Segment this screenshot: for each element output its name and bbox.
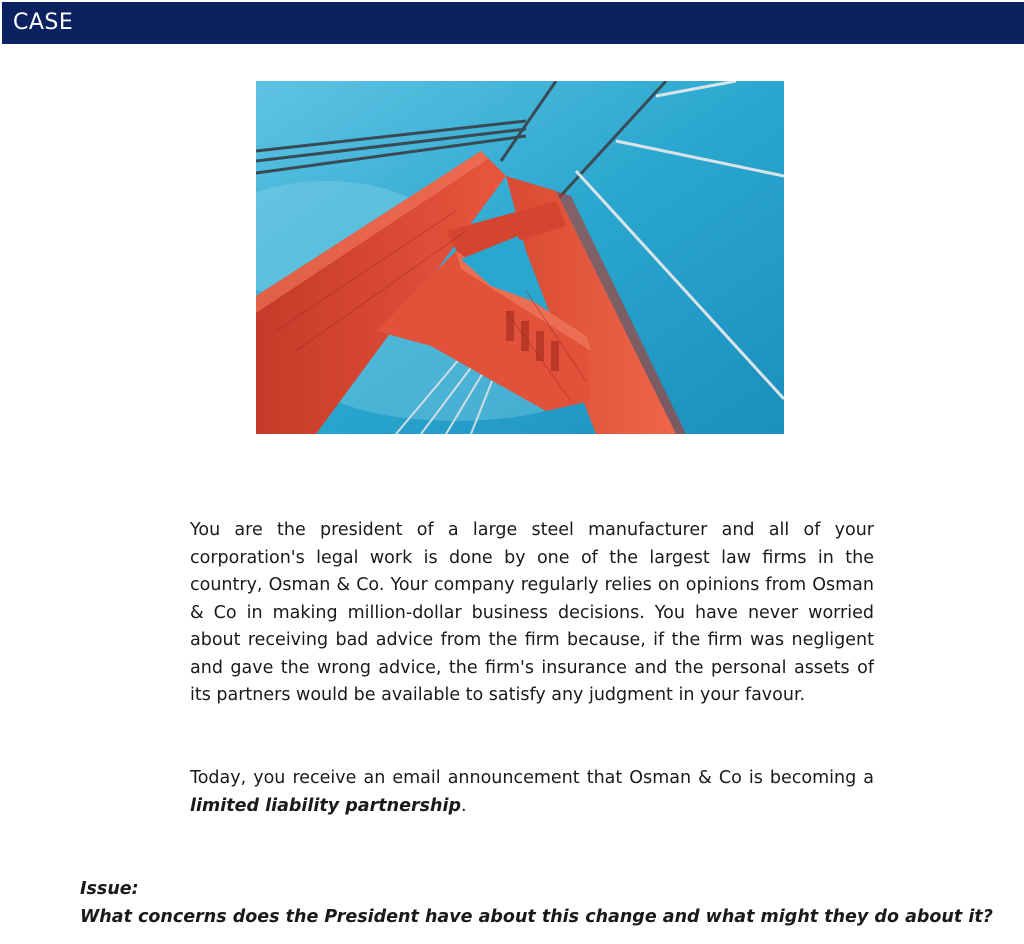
limited-liability-partnership-term: limited liability partnership — [190, 795, 461, 816]
bridge-tower-photo — [256, 81, 784, 434]
bridge-tower-illustration — [256, 81, 784, 434]
issue-question: What concerns does the President have about this change and what might they do about it? — [80, 907, 993, 927]
header-bar — [2, 2, 1024, 44]
issue-label: Issue: — [80, 879, 139, 899]
case-paragraph-1: You are the president of a large steel manufacturer and all of your corporation's legal work is done by one of the largest law firms in the country, Osman & Co. Your company regularly relies on opinions from Osman & Co in making million-dollar business decisions. You have never worried about receiving bad advice from the firm because, if the firm was negligent and gave the wrong advice, the firm's insurance and the personal assets of its partners would be available to satisfy any judgment in your favour. — [190, 520, 874, 705]
case-paragraph-2-lead: Today, you receive an email announcement that Osman & Co is becoming a — [190, 768, 874, 788]
case-paragraph-2 — [190, 765, 874, 820]
case-paragraph-2-end: . — [460, 795, 467, 816]
page-title: CASE — [13, 10, 74, 35]
